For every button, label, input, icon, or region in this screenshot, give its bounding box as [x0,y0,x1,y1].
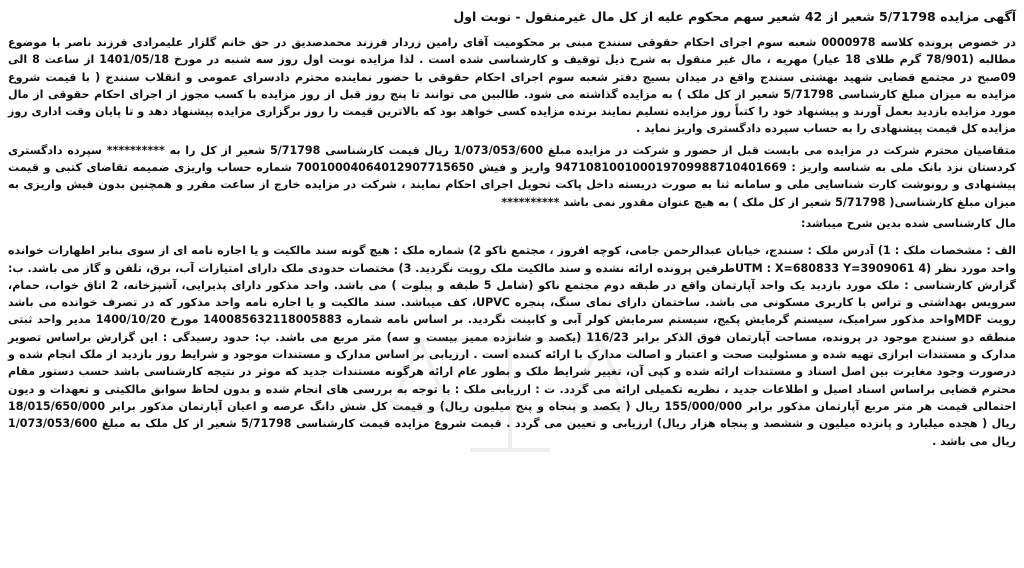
notice-paragraph-participation-terms: متقاضیان محترم شرکت در مزایده می بایست قبل از حضور و شرکت در مزایده مبلغ 1/073/053/600 ریال قیمت کارشناسی 5/71798 شعیر از کل را به ********** سپرده دادگستری کردستان نزد بانک ملی به شناسه واریز : 947108100100019709988710401669 واریز و فیش 7001000406401290771565​0 شماره حساب واریزی ضمیمه تقاضای کتبی و قیمت پیشنهادی و رونوشت کارت شناسایی ملی و سامانه ثنا به صورت دربسته داخل پاکت تحویل اجرای احکام نمایند ، شرکت در مزایده خارج از ساعت مقرر و همچنین بدون فیش واریزی به میزان مبلغ کارشناسی( 5/71798 شعیر از کل ملک ) به هیچ عنوان مقدور نمی باشد ********** [8,143,1016,209]
notice-paragraph-property-appraisal: الف : مشخصات ملک : 1) آدرس ملک : سنندج، خیابان عبدالرحمن جامی، کوچه افروز ، مجتمع ناکو 2) شماره ملک : هیچ گونه سند مالکیت و یا اجاره نامه ای از سوی بنابر اظهارات خوانده واحد مورد نظر (4 UTM : X=680833 Y=3909061طرفین پرونده ارائه نشده و سند مالکیت ملک رویت نگردید. 3) مختصات حدودی ملک دارای امتیازات آب، برق، تلفن و گاز می باشد. ب: گزارش کارشناسی : ملک مورد بازدید یک واحد آپارتمان واقع در طبقه دوم مجتمع ناکو (شامل 5 طبقه و پیلوت ) می باشد. واحد مذکور دارای پذیرایی، آشپزخانه، 2 اتاق خواب، حمام، سرویس بهداشتی و تراس با کاربری مسکونی می باشد. ساختمان دارای نمای سنگ، پنجره UPVC، کف میباشد. سند مالکیت و یا اجاره نامه واحد مذکور که در تصرف خوانده می باشد رویت MDFواحد مذکور سرامیک، سیستم گرمایش پکیج، سیستم سرمایش کولر آبی و کابینت نگردید. بر اساس نامه شماره 140085632118005883 مورخ 1400/10/20 مدیر واحد ثبتی منطقه دو سنندج موجود در پرونده، مساحت آپارتمان فوق الذکر برابر 116/23 (یکصد و شانزده ممیز بیست و سه) متر مربع می باشد. پ: حدود رسیدگی : این گزارش براساس تصویر مدارک و مستندات ابرازی تهیه شده و مسئولیت صحت و اعتبار و اصالت مدارک با ارائه کننده است . ارزیابی بر اساس مدارک و مستندات موجود و شرایط روز بازدید از ملک انجام شده و درصورت وجود مغایرت بین اصل اسناد و مستندات ارائه شده و کپی آن، تغییر شرایط ملک و بطور عام ارائه هرگونه مستندات جدید که موثر در نتیجه کارشناسی باشد حسب دستور مقام محترم قضایی براساس اسناد اصیل و اطلاعات جدید ، نظریه تکمیلی ارائه می گردد. ت : ارزیابی ملک : با توجه به بررسی های انجام شده و بدون لحاظ سوابق مالکیتی و تعهدات و دیون احتمالی قیمت هر متر مربع آپارتمان مذکور برابر 155/000/000 ریال ( یکصد و پنجاه و پنج میلیون ریال) و قیمت کل شش دانگ عرصه و اعیان آپارتمان مذکور برابر 18/015/650/000 ریال ( هجده میلیارد و پانزده میلیون و ششصد و پنجاه هزار ریال) ارزیابی و تعیین می گردد . قیمت شروع مزایده قیمت کارشناسی 5/71798 شعیر از کل ملک به مبلغ 1/073/053/600 ریال می باشد . [8,244,1016,448]
appraised-property-heading: مال کارشناسی شده بدین شرح میباشد: [801,216,1016,230]
notice-title: آگهی مزایده 5/71798 شعیر از 42 شعیر سهم محکوم علیه از کل مال غیرمنقول - نوبت اول [453,9,1016,24]
notice-paragraph-case-details: در خصوص پرونده کلاسه 0000978 شعبه سوم اجرای احکام حقوقی سنندج مبنی بر محکومیت آقای رامین زردار فرزند محمدصدیق در حق خانم گلزار علیمرادی فرزند ناصر با موضوع مطالبه (78/901 گرم طلای 18 عیار) مهریه ، مال غیر منقول به شرح ذیل توقیف و کارشناسی شده است . لذا مزایده نوبت اول روز سه شنبه در مورخ 1401/05/18 از ساعت 8 الی 09صبح در مجتمع قضایی شهید بهشتی سنندج واقع در میدان بسیج دفتر شعبه سوم اجرای احکام حقوقی با حضور نماینده محترم دادسرای عمومی و انقلاب سنندج ( با قیمت شروع مزایده به میزان مبلغ کارشناسی 5/71798 شعیر از کل ملک ) به مزایده گذاشته می شود. طالبین می توانند تا پنج روز قبل از روز مزایده با کسب مجوز از اجرای احکام حقوقی از مال مورد مزایده بازدید بعمل آورند و پیشنهاد خود را کتباً روز مزایده تسلیم نمایند برنده مزایده کسی خواهد بود که بالاترین قیمت را روز برگزاری مزایده پیشنهاد دهد و تا پایان وقت اداری روز مزایده کل قیمت پیشنهادی را به حساب سپرده دادگستری واریز نماید . [8,36,1017,136]
